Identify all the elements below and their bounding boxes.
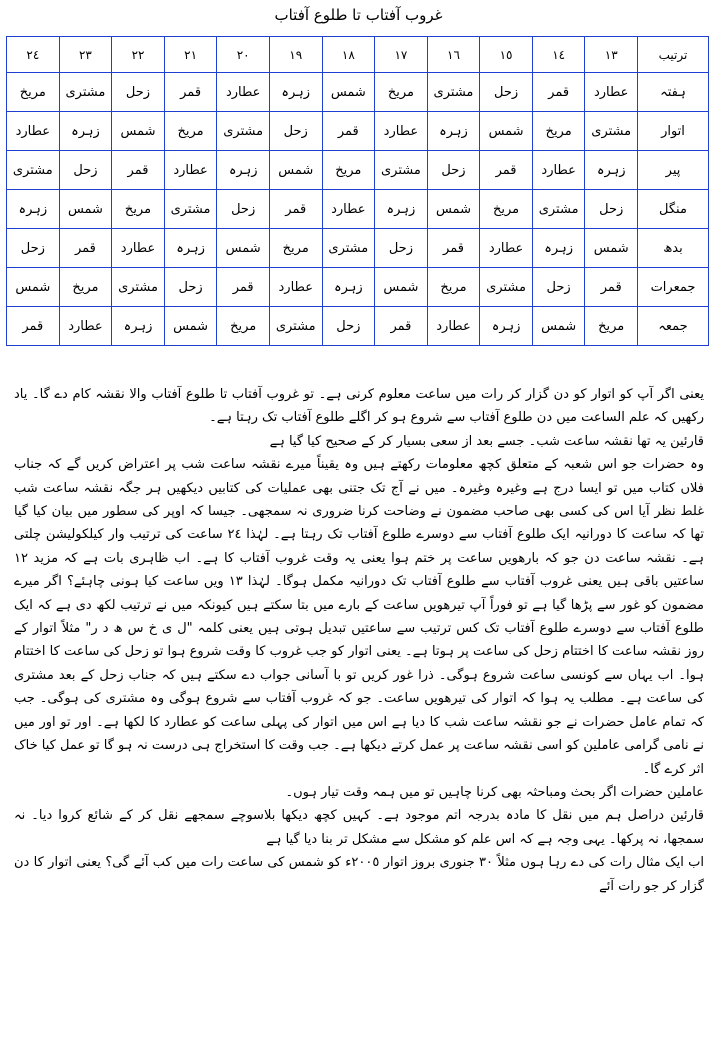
planet-cell: زحل <box>375 229 428 268</box>
header-cell: ١٣ <box>585 37 638 73</box>
planet-cell: زہرہ <box>427 112 480 151</box>
planet-cell: قمر <box>112 151 165 190</box>
table-row <box>7 229 709 268</box>
header-cell: ٢٤ <box>7 37 60 73</box>
planet-cell: شمس <box>164 307 217 346</box>
header-cell: ١٦ <box>427 37 480 73</box>
header-cell: ٢٣ <box>59 37 112 73</box>
header-cell: ١٥ <box>480 37 533 73</box>
planet-cell: قمر <box>269 190 322 229</box>
planet-cell: عطارد <box>217 73 270 112</box>
paragraph: یعنی اگر آپ کو اتوار کو دن گزار کر رات میں ساعت معلوم کرنی ہے۔ تو غروب آفتاب تا طلوع آفتاب والا نقشہ کام دے گا۔ یاد رکھیں کہ علم الساعت میں دن طلوع آفتاب سے شروع ہو کر اگلے طلوع آفتاب تک رہتا ہے۔ <box>14 387 704 426</box>
planet-cell: مشتری <box>269 307 322 346</box>
paragraph: قارئین دراصل ہم میں نقل کا مادہ بدرجہ اتم موجود ہے۔ کہیں کچھ دیکھا بلاسوچے سمجھے نقل کر کے شائع کروا دیا۔ نہ سمجھا، نہ پرکھا۔ یہی وجہ ہے کہ اس علم کو مشکل سے مشکل تر بنا دیا گیا ہے <box>14 808 704 847</box>
paragraph: عاملین حضرات اگر بحث ومباحثہ بھی کرنا چاہیں تو میں ہمہ وقت تیار ہوں۔ <box>285 784 704 800</box>
planet-cell: مریخ <box>585 307 638 346</box>
planet-cell: مشتری <box>7 151 60 190</box>
planet-cell: قمر <box>217 268 270 307</box>
planet-cell: شمس <box>217 229 270 268</box>
planet-cell: قمر <box>7 307 60 346</box>
planet-cell: مریخ <box>164 112 217 151</box>
planet-cell: مشتری <box>532 190 585 229</box>
planet-cell: شمس <box>269 151 322 190</box>
day-cell: اتوار <box>638 112 709 151</box>
planet-cell: مشتری <box>112 268 165 307</box>
planet-cell: عطارد <box>164 151 217 190</box>
planet-cell: شمس <box>7 268 60 307</box>
planet-cell: زحل <box>585 190 638 229</box>
day-cell: جمعہ <box>638 307 709 346</box>
header-cell: ١٩ <box>269 37 322 73</box>
paragraph: اب ایک مثال رات کی دے رہا ہوں مثلاً ٣٠ جنوری بروز اتوار ٢٠٠٥ء کو شمس کی ساعت رات میں کب آئے گی؟ یعنی اتوار کا دن گزار کر جو رات آئے <box>14 855 704 894</box>
planetary-hours-table <box>6 36 709 346</box>
planet-cell: عطارد <box>112 229 165 268</box>
planet-cell: مشتری <box>375 151 428 190</box>
planet-cell: زہرہ <box>269 73 322 112</box>
planet-cell: شمس <box>59 190 112 229</box>
planet-cell: قمر <box>322 112 375 151</box>
planet-cell: زہرہ <box>532 229 585 268</box>
planet-cell: زہرہ <box>59 112 112 151</box>
planet-cell: زہرہ <box>585 151 638 190</box>
planet-cell: قمر <box>585 268 638 307</box>
planet-cell: زہرہ <box>112 307 165 346</box>
header-cell: ١٧ <box>375 37 428 73</box>
planet-cell: مشتری <box>585 112 638 151</box>
planet-cell: زحل <box>427 151 480 190</box>
planet-cell: قمر <box>164 73 217 112</box>
planet-cell: مریخ <box>269 229 322 268</box>
table-row <box>7 307 709 346</box>
planet-cell: عطارد <box>322 190 375 229</box>
header-row <box>7 37 709 73</box>
paragraph: قارئین یہ تھا نقشہ ساعت شب۔ جسے بعد از سعی بسیار کر کے صحیح کیا گیا ہے <box>269 433 704 449</box>
planet-cell: مشتری <box>322 229 375 268</box>
day-cell: ہفتہ <box>638 73 709 112</box>
planet-cell: قمر <box>59 229 112 268</box>
planet-cell: زہرہ <box>322 268 375 307</box>
header-cell: ١٨ <box>322 37 375 73</box>
planet-cell: مریخ <box>375 73 428 112</box>
planet-cell: قمر <box>480 151 533 190</box>
planet-cell: مریخ <box>322 151 375 190</box>
table-row <box>7 151 709 190</box>
planet-cell: مریخ <box>112 190 165 229</box>
table-row <box>7 73 709 112</box>
planet-cell: عطارد <box>375 112 428 151</box>
day-cell: منگل <box>638 190 709 229</box>
header-cell: ١٤ <box>532 37 585 73</box>
planet-cell: قمر <box>375 307 428 346</box>
header-cell: ٢١ <box>164 37 217 73</box>
planet-cell: عطارد <box>532 151 585 190</box>
planet-cell: زحل <box>112 73 165 112</box>
table-row <box>7 268 709 307</box>
day-cell: بدھ <box>638 229 709 268</box>
planet-cell: عطارد <box>59 307 112 346</box>
planet-cell: قمر <box>427 229 480 268</box>
day-cell: جمعرات <box>638 268 709 307</box>
planet-cell: زحل <box>164 268 217 307</box>
planet-cell: زحل <box>480 73 533 112</box>
planet-cell: زہرہ <box>480 307 533 346</box>
planet-cell: مریخ <box>7 73 60 112</box>
table-row <box>7 112 709 151</box>
planet-cell: زحل <box>59 151 112 190</box>
planet-cell: شمس <box>585 229 638 268</box>
planet-cell: عطارد <box>427 307 480 346</box>
planet-cell: شمس <box>532 307 585 346</box>
planet-cell: زحل <box>532 268 585 307</box>
planet-cell: مشتری <box>59 73 112 112</box>
planet-cell: زہرہ <box>164 229 217 268</box>
planet-cell: شمس <box>375 268 428 307</box>
planet-cell: زہرہ <box>217 151 270 190</box>
paragraph: وہ حضرات جو اس شعبہ کے متعلق کچھ معلومات رکھتے ہیں وہ یقیناً میرے نقشہ ساعت شب پر اعتراض کریں گے کہ جناب فلاں کتاب میں تو ایسا درج ہے وغیرہ وغیرہ۔ میں نے آج تک جتنی بھی عملیات کی کتابیں دیکھیں ہر جگہ نقشہ ساعت شب غلط نظر آیا اس کی کسی بھی صاحب مضمون نے وضاحت کرنا ضروری نہ سمجھی۔ جیسا کہ اوپر کی سطور میں بیان کیا گیا تھا کہ ساعت کا دورانیہ ایک طلوع آفتاب سے دوسرے طلوع آفتاب تک رہتا ہے۔ لہٰذا ٢٤ ساعت کی ترتیب وار کیلکولیشن چلتی ہے۔ نقشہ ساعت دن جو کہ بارھویں ساعت پر ختم ہوا یعنی یہ وقت غروب آفتاب کا ہے۔ اب ظاہری بات ہے کہ مزید ١٢ ساعتیں باقی ہیں یعنی غروب آفتاب سے طلوع آفتاب تک دورانیہ مکمل ہوگا۔ لہٰذا ١٣ ویں ساعت کیا ہونی چاہئے؟ اگر میرے مضمون کو غور سے پڑھا گیا ہے تو فوراً آپ تیرھویں ساعت کے بارے میں بتا سکتے ہیں کیونکہ میں نے ترتیب لکھ دی ہے کہ ایک طلوع آفتاب سے دوسرے طلوع آفتاب تک کس ترتیب سے ساعتیں تبدیل ہوتی ہیں یعنی کلمہ "ل ی خ س ھ د ر" مثلاً اتوار کے روز نقشہ ساعت کا اختتام زحل کی ساعت پر ہوتا ہے۔ یعنی اتوار کو جب غروب کا وقت شروع ہوا تو زحل کی ساعت کا اختتام ہوا۔ اب یہاں سے کونسی ساعت شروع ہوگی۔ ذرا غور کریں تو با آسانی جواب دے سکتے ہیں کہ جناب زحل کے بعد مشتری کی ساعت ہے۔ مطلب یہ ہوا کہ اتوار کی تیرھویں ساعت۔ جو کہ غروب آفتاب سے شروع ہوگی وہ مشتری کی ہوگی۔ جب کہ تمام عامل حضرات نے جو نقشہ ساعت شب کا دیا ہے اس میں اتوار کی پہلی ساعت کو عطارد کا لکھا ہے۔ اور تو اور میں نے نامی گرامی عاملین کو اسی نقشہ ساعت پر عمل کرتے دیکھا ہے۔ جب وقت کا استخراج ہی درست نہ ہو گا تو عمل کیا خاک اثر کرے گا۔ <box>14 457 704 777</box>
page-title: غروب آفتاب تا طلوع آفتاب <box>274 6 443 24</box>
header-cell: ترتیب <box>638 37 709 73</box>
planet-cell: عطارد <box>269 268 322 307</box>
planet-cell: زہرہ <box>375 190 428 229</box>
planet-cell: مریخ <box>427 268 480 307</box>
planet-cell: مریخ <box>59 268 112 307</box>
planet-cell: زحل <box>322 307 375 346</box>
table-row <box>7 190 709 229</box>
planet-cell: مشتری <box>480 268 533 307</box>
planet-cell: زحل <box>269 112 322 151</box>
planet-cell: مشتری <box>217 112 270 151</box>
planet-cell: مریخ <box>480 190 533 229</box>
planet-cell: زہرہ <box>7 190 60 229</box>
planet-cell: شمس <box>480 112 533 151</box>
planet-cell: مریخ <box>532 112 585 151</box>
planet-cell: شمس <box>427 190 480 229</box>
header-cell: ٢٠ <box>217 37 270 73</box>
planet-cell: شمس <box>322 73 375 112</box>
planet-cell: مشتری <box>427 73 480 112</box>
planet-cell: عطارد <box>7 112 60 151</box>
planet-cell: قمر <box>532 73 585 112</box>
planet-cell: مشتری <box>164 190 217 229</box>
planet-cell: عطارد <box>480 229 533 268</box>
planet-cell: زحل <box>217 190 270 229</box>
planet-cell: زحل <box>7 229 60 268</box>
planet-cell: مریخ <box>217 307 270 346</box>
header-cell: ٢٢ <box>112 37 165 73</box>
day-cell: پیر <box>638 151 709 190</box>
article-body <box>14 383 704 898</box>
planet-cell: عطارد <box>585 73 638 112</box>
planet-cell: شمس <box>112 112 165 151</box>
